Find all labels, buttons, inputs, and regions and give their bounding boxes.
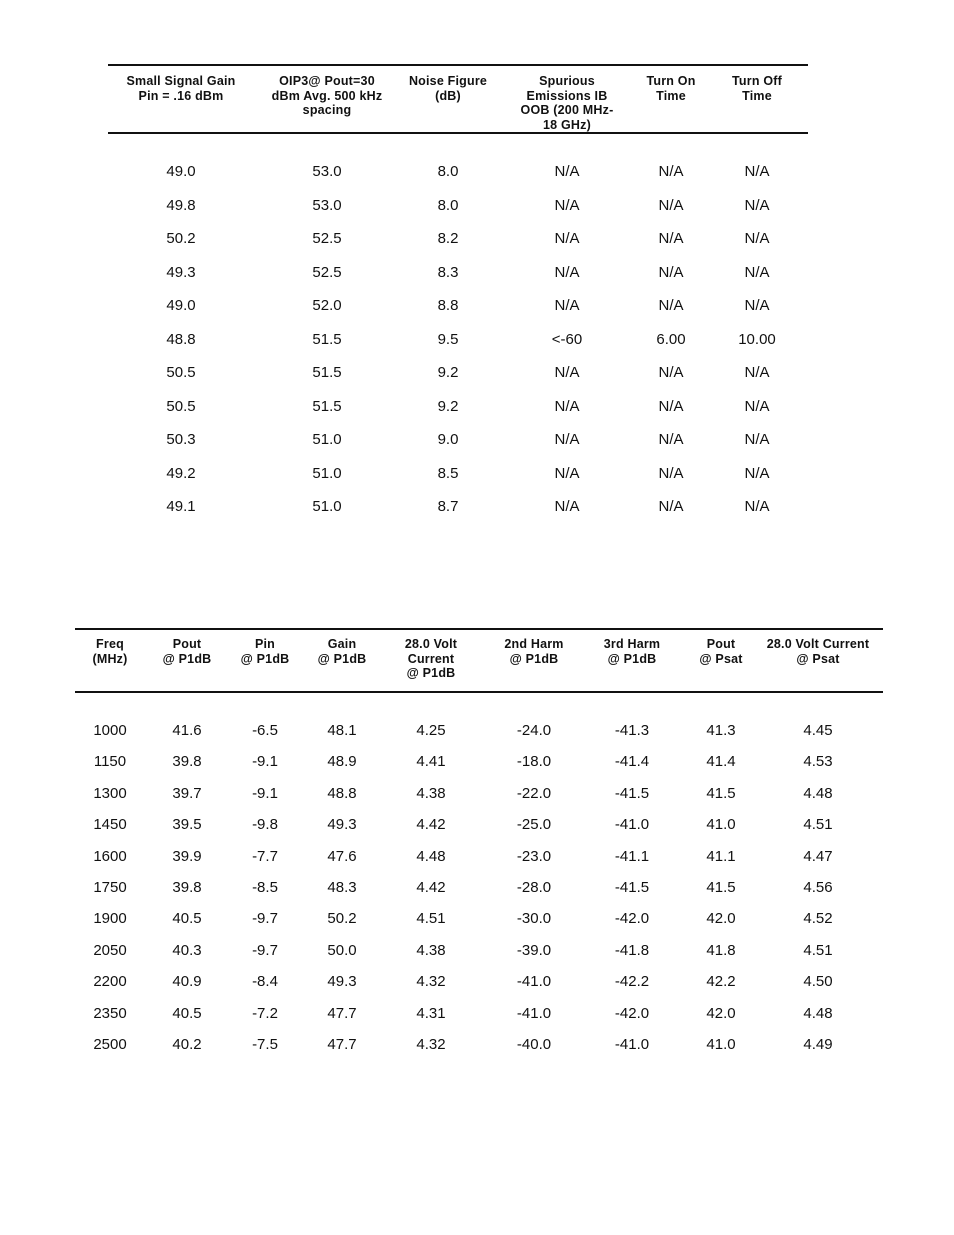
table2-cell: -41.0: [614, 1036, 650, 1053]
table2-cell: 41.1: [706, 847, 736, 865]
table1-cell: 51.5: [312, 397, 342, 415]
table2-cell: 4.49: [803, 1036, 833, 1053]
table1-cell: 9.5: [437, 330, 459, 348]
table1-cell: N/A: [554, 230, 580, 247]
table2-header-5: 2nd Harm @ P1dB: [504, 637, 564, 666]
table2-cell: 50.0: [327, 941, 357, 959]
table1-header-5: Turn Off Time: [732, 74, 782, 103]
table2-cell: -42.2: [614, 973, 650, 991]
table1-cell: N/A: [658, 364, 684, 381]
table1-cell: 53.0: [312, 196, 342, 214]
table1-header-3: Spurious Emissions IB OOB (200 MHz- 18 GHz): [520, 74, 614, 132]
table2-cell: 48.1: [327, 722, 357, 739]
table2-cell: 1750: [93, 879, 127, 896]
table2-cell: 48.9: [327, 753, 357, 771]
table1-cell: N/A: [658, 263, 684, 281]
table2-cell: 40.5: [172, 910, 202, 928]
table2-cell: 2200: [93, 973, 127, 991]
table2-cell: 4.52: [803, 910, 833, 928]
table2-cell: -9.1: [252, 753, 278, 771]
table1-cell: N/A: [554, 364, 580, 381]
table1-header-1: OIP3@ Pout=30 dBm Avg. 500 kHz spacing: [271, 74, 383, 117]
table1-top-rule: [108, 64, 808, 66]
table1-cell: N/A: [658, 163, 684, 180]
table1-cell: N/A: [554, 464, 580, 482]
table1-cell: N/A: [744, 464, 770, 482]
table2-cell: 41.6: [172, 722, 202, 739]
table1-cell: 49.3: [166, 263, 196, 281]
table2-header-0: Freq (MHz): [92, 637, 128, 666]
table2-cell: -41.8: [614, 941, 650, 959]
table2-cell: 1600: [93, 847, 127, 865]
table1-cell: N/A: [554, 163, 580, 180]
table1-cell: 50.3: [166, 431, 196, 448]
table2-cell: -42.0: [614, 1004, 650, 1022]
table1-cell: N/A: [658, 196, 684, 214]
table1-cell: 8.3: [437, 263, 459, 281]
table2-cell: 39.5: [172, 816, 202, 834]
table1-cell: 8.2: [437, 230, 459, 247]
table1-cell: N/A: [744, 263, 770, 281]
table1-cell: 52.5: [312, 230, 342, 247]
table2-cell: 4.56: [803, 879, 833, 896]
table2-cell: -41.0: [516, 973, 552, 991]
table1-cell: N/A: [658, 297, 684, 314]
table2-cell: 1150: [93, 753, 127, 771]
table2-cell: 4.42: [416, 816, 446, 834]
table2-header-4: 28.0 Volt Current @ P1dB: [404, 637, 458, 680]
table1-cell: N/A: [658, 431, 684, 448]
table2-cell: -28.0: [516, 879, 552, 896]
table2-cell: -39.0: [516, 941, 552, 959]
table1-cell: 51.0: [312, 431, 342, 448]
table1-cell: 50.2: [166, 230, 196, 247]
table1-cell: N/A: [744, 498, 770, 515]
table2-header-2: Pin @ P1dB: [240, 637, 290, 666]
table2-cell: -9.8: [252, 816, 278, 834]
table2-cell: 41.0: [706, 816, 736, 834]
table1-cell: N/A: [744, 297, 770, 314]
table2-header-1: Pout @ P1dB: [162, 637, 212, 666]
table2-cell: 4.48: [803, 784, 833, 802]
table1-cell: 9.0: [437, 431, 459, 448]
table2-cell: 4.51: [803, 941, 833, 959]
table1-cell: 10.00: [738, 330, 776, 348]
table2-cell: -7.5: [252, 1036, 278, 1053]
table1-cell: 8.5: [437, 464, 459, 482]
table2-header-7: Pout @ Psat: [699, 637, 743, 666]
table2-cell: 4.42: [416, 879, 446, 896]
table2-cell: -9.7: [252, 941, 278, 959]
table2-cell: -25.0: [516, 816, 552, 834]
table1-cell: 53.0: [312, 163, 342, 180]
table1-cell: <-60: [551, 330, 583, 348]
table1-cell: 51.5: [312, 364, 342, 381]
table1-cell: 9.2: [437, 397, 459, 415]
table2-cell: -40.0: [516, 1036, 552, 1053]
table2-cell: -24.0: [516, 722, 552, 739]
table1-cell: 49.8: [166, 196, 196, 214]
table2-cell: -9.1: [252, 784, 278, 802]
table1-header-2: Noise Figure (dB): [408, 74, 488, 103]
table2-cell: 42.0: [706, 910, 736, 928]
table2-cell: -7.7: [252, 847, 278, 865]
table2-cell: 41.4: [706, 753, 736, 771]
table1-header-rule: [108, 132, 808, 134]
table2-cell: -41.3: [614, 722, 650, 739]
table2-cell: 4.47: [803, 847, 833, 865]
table2-cell: 41.5: [706, 784, 736, 802]
table2-cell: 4.51: [803, 816, 833, 834]
table1-cell: N/A: [554, 397, 580, 415]
table1-cell: 51.5: [312, 330, 342, 348]
table2-cell: 47.7: [327, 1036, 357, 1053]
table1-cell: N/A: [554, 431, 580, 448]
table1-cell: 8.7: [437, 498, 459, 515]
table1-cell: 50.5: [166, 364, 196, 381]
table2-cell: 4.38: [416, 941, 446, 959]
table2-cell: 39.9: [172, 847, 202, 865]
table2-cell: -41.1: [614, 847, 650, 865]
table1-header-0: Small Signal Gain Pin = .16 dBm: [126, 74, 236, 103]
table1-cell: 51.0: [312, 498, 342, 515]
table1-cell: 49.2: [166, 464, 196, 482]
table1-cell: N/A: [744, 431, 770, 448]
table2-top-rule: [75, 628, 883, 630]
table1-cell: N/A: [554, 297, 580, 314]
table1-cell: N/A: [744, 163, 770, 180]
table2-cell: 1300: [93, 784, 127, 802]
table1-cell: 8.0: [437, 196, 459, 214]
table2-cell: -8.4: [252, 973, 278, 991]
table2-cell: 41.3: [706, 722, 736, 739]
table1-cell: 50.5: [166, 397, 196, 415]
table2-cell: 49.3: [327, 973, 357, 991]
table2-cell: 40.3: [172, 941, 202, 959]
table2-cell: 39.8: [172, 753, 202, 771]
table2-cell: -41.5: [614, 879, 650, 896]
table2-cell: 48.8: [327, 784, 357, 802]
table1-cell: 8.8: [437, 297, 459, 314]
table2-cell: 1450: [93, 816, 127, 834]
table2-cell: 4.25: [416, 722, 446, 739]
table2-cell: 47.6: [327, 847, 357, 865]
table2-cell: 4.53: [803, 753, 833, 771]
table2-cell: 48.3: [327, 879, 357, 896]
table2-cell: 4.48: [416, 847, 446, 865]
table2-cell: 41.0: [706, 1036, 736, 1053]
table2-cell: 4.45: [803, 722, 833, 739]
table2-cell: 41.5: [706, 879, 736, 896]
table2-header-3: Gain @ P1dB: [317, 637, 367, 666]
table1-cell: 49.0: [166, 297, 196, 314]
table2-cell: 39.7: [172, 784, 202, 802]
table1-cell: 52.0: [312, 297, 342, 314]
table1-cell: N/A: [554, 263, 580, 281]
table1-cell: N/A: [744, 397, 770, 415]
table1-cell: 52.5: [312, 263, 342, 281]
table2-cell: 4.38: [416, 784, 446, 802]
table1-cell: 9.2: [437, 364, 459, 381]
table1-cell: 6.00: [656, 330, 686, 348]
table2-cell: -41.0: [516, 1004, 552, 1022]
table2-cell: 4.31: [416, 1004, 446, 1022]
table2-cell: -30.0: [516, 910, 552, 928]
table2-cell: -6.5: [252, 722, 278, 739]
table2-cell: 42.2: [706, 973, 736, 991]
table2-cell: -41.4: [614, 753, 650, 771]
table2-header-rule: [75, 691, 883, 693]
table2-cell: -9.7: [252, 910, 278, 928]
table2-cell: -42.0: [614, 910, 650, 928]
table2-cell: -41.5: [614, 784, 650, 802]
table1-cell: N/A: [744, 364, 770, 381]
table2-cell: 2500: [93, 1036, 127, 1053]
table1-cell: 49.1: [166, 498, 196, 515]
table2-cell: 2050: [93, 941, 127, 959]
table1-cell: N/A: [658, 397, 684, 415]
table2-cell: 4.32: [416, 1036, 446, 1053]
table2-cell: 1900: [93, 910, 127, 928]
table2-cell: -23.0: [516, 847, 552, 865]
table1-cell: 48.8: [166, 330, 196, 348]
table1-cell: N/A: [554, 498, 580, 515]
table2-cell: 2350: [93, 1004, 127, 1022]
table1-cell: N/A: [744, 230, 770, 247]
table2-cell: -8.5: [252, 879, 278, 896]
table1-cell: N/A: [554, 196, 580, 214]
table1-cell: N/A: [744, 196, 770, 214]
table2-cell: 4.50: [803, 973, 833, 991]
table2-cell: 40.5: [172, 1004, 202, 1022]
table1-header-4: Turn On Time: [646, 74, 696, 103]
table2-cell: 40.2: [172, 1036, 202, 1053]
table2-cell: 4.51: [416, 910, 446, 928]
table2-cell: 50.2: [327, 910, 357, 928]
table1-cell: N/A: [658, 464, 684, 482]
table2-cell: 47.7: [327, 1004, 357, 1022]
table2-cell: -7.2: [252, 1004, 278, 1022]
table2-cell: 40.9: [172, 973, 202, 991]
table2-cell: -41.0: [614, 816, 650, 834]
table2-cell: 39.8: [172, 879, 202, 896]
table1-cell: N/A: [658, 230, 684, 247]
table2-cell: 1000: [93, 722, 127, 739]
table2-cell: 41.8: [706, 941, 736, 959]
table2-cell: 42.0: [706, 1004, 736, 1022]
table2-cell: 4.41: [416, 753, 446, 771]
table2-cell: -18.0: [516, 753, 552, 771]
table1-cell: 8.0: [437, 163, 459, 180]
table1-cell: 51.0: [312, 464, 342, 482]
table2-header-6: 3rd Harm @ P1dB: [603, 637, 661, 666]
table1-cell: 49.0: [166, 163, 196, 180]
table2-header-8: 28.0 Volt Current @ Psat: [766, 637, 870, 666]
table2-cell: 49.3: [327, 816, 357, 834]
table2-cell: -22.0: [516, 784, 552, 802]
table2-cell: 4.48: [803, 1004, 833, 1022]
table2-cell: 4.32: [416, 973, 446, 991]
table1-cell: N/A: [658, 498, 684, 515]
